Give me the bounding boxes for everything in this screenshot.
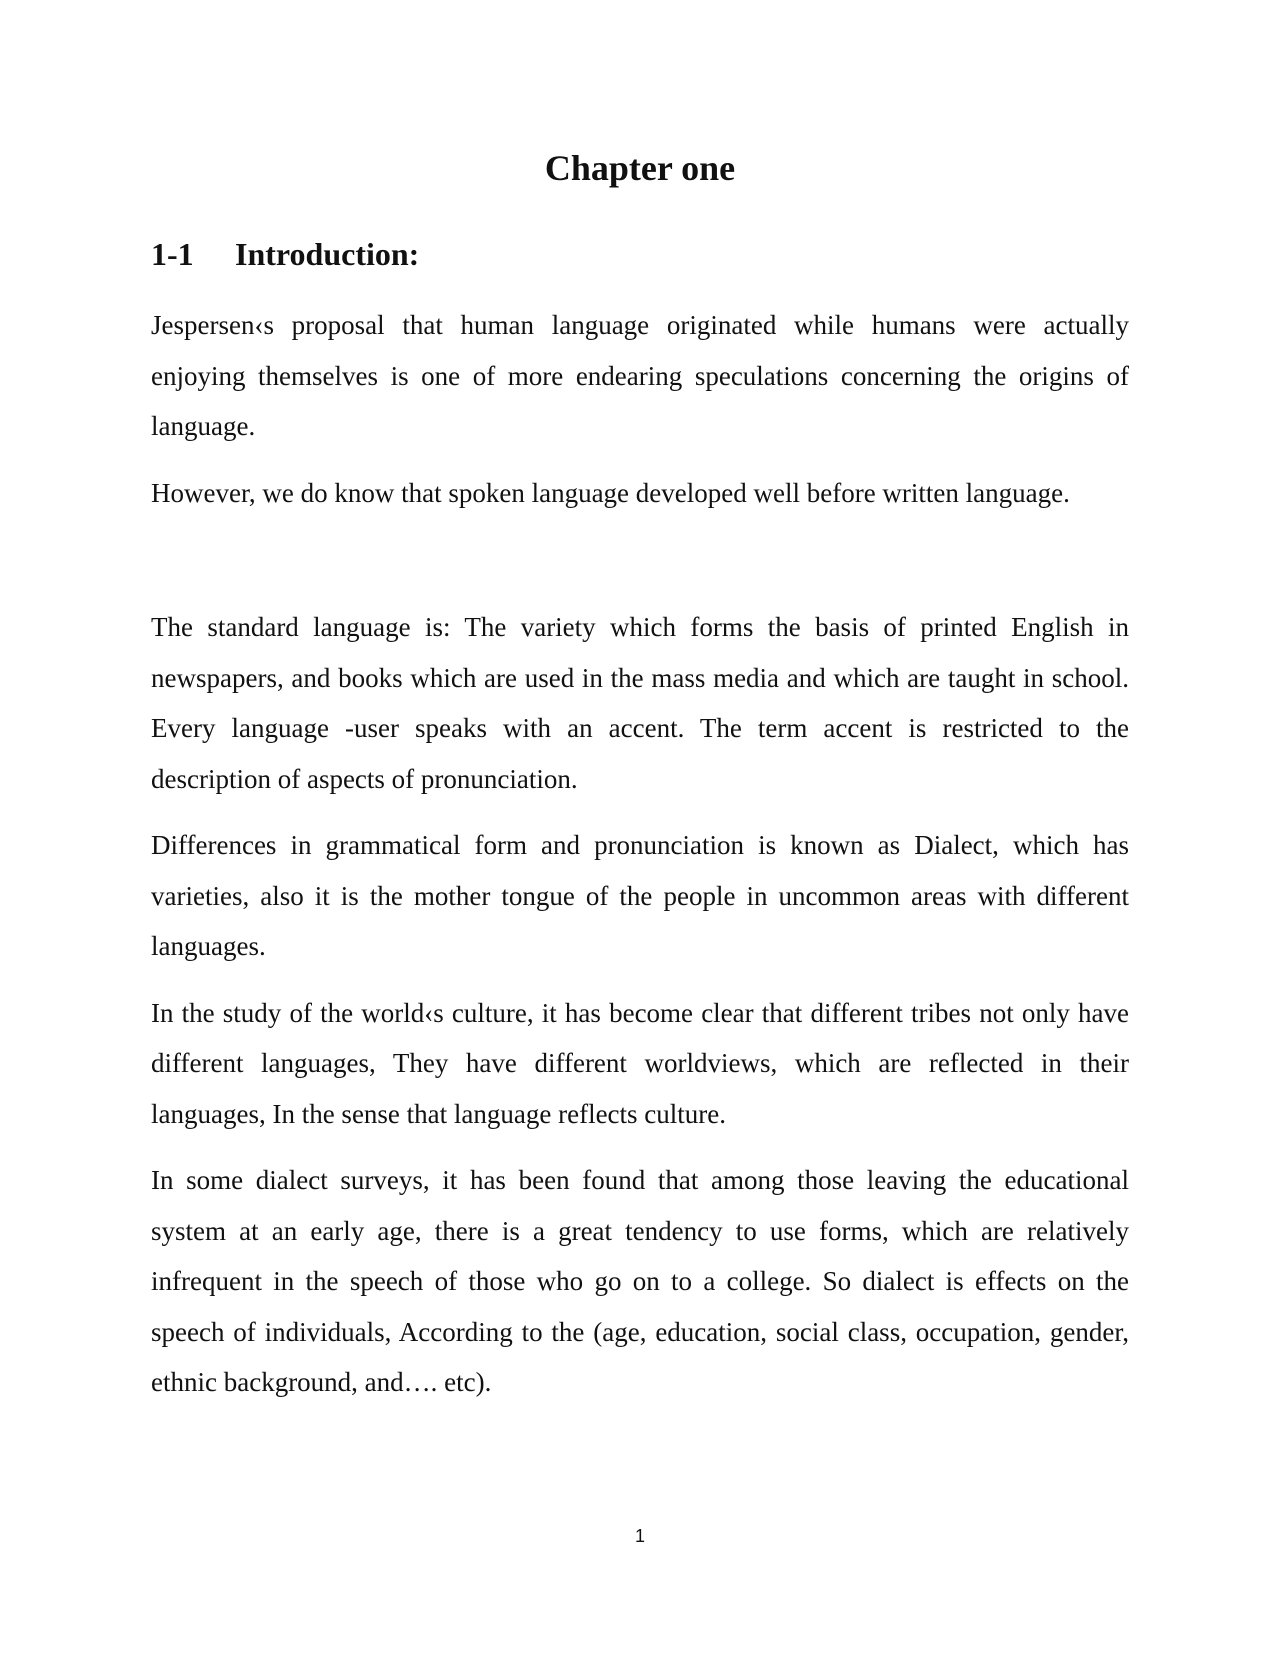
chapter-title: Chapter one (544, 148, 736, 188)
paragraph-spoken-language: However, we do know that spoken language developed well before written language. (151, 477, 1070, 508)
section-title: Introduction: (235, 236, 420, 272)
body-text (151, 300, 1129, 1424)
section-number: 1-1 (151, 236, 194, 272)
paragraph-standard-language: The standard language is: The variety which forms the basis of printed English in newspapers, and books which are used in the mass media and which are taught in school. Every language -user speaks with an accent. The term accent is restricted to the description of aspects of pronunciation. (151, 612, 1129, 794)
paragraph-jespersen: Jespersen‹s proposal that human language originated while humans were actually enjoying themselves is one of more endearing speculations concerning the origins of language. (151, 310, 1129, 441)
paragraph-dialect-surveys: In some dialect surveys, it has been found that among those leaving the educational system at an early age, there is a great tendency to use forms, which are relatively infrequent in the speech of those who go on to a college. So dialect is effects on the speech of individuals, According to the (age, education, social class, occupation, gender, ethnic background, and…. etc). (151, 1165, 1129, 1397)
paragraph-dialect: Differences in grammatical form and pronunciation is known as Dialect, which has varieties, also it is the mother tongue of the people in uncommon areas with different languages. (151, 830, 1129, 961)
paragraph-culture: In the study of the world‹s culture, it has become clear that different tribes not only have different languages, They have different worldviews, which are reflected in their languages, In the sense that language reflects culture. (151, 997, 1129, 1129)
page-number: 1 (634, 1526, 645, 1546)
section-heading (151, 234, 419, 274)
